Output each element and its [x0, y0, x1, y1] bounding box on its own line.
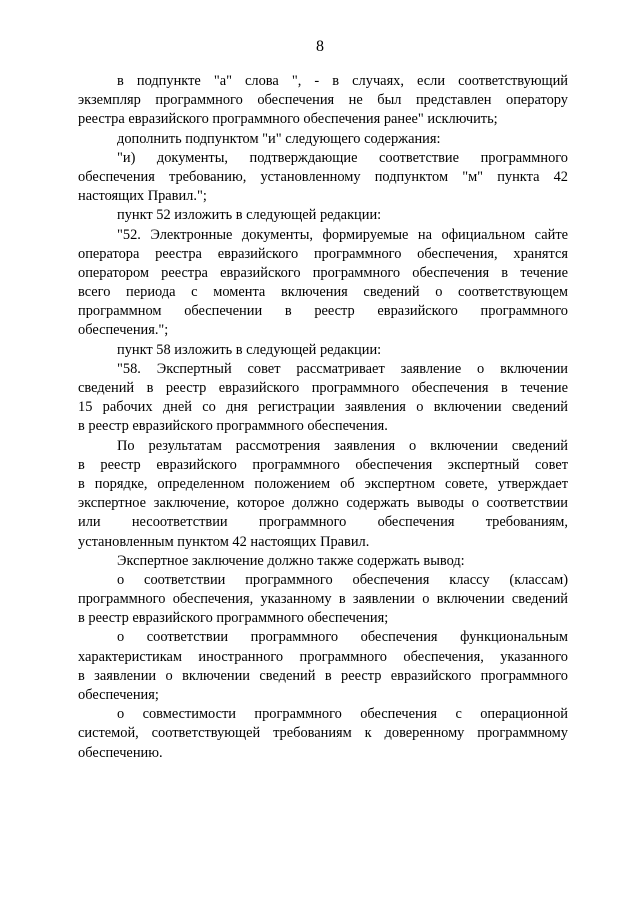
text-line: или несоответствии программного обеспечения требованиям, — [78, 514, 568, 531]
text-line: реестра евразийского программного обеспечения ранее" исключить; — [78, 111, 498, 128]
text-line: экспертное заключение, которое должно содержать выводы о соответствии — [78, 495, 568, 512]
text-line: "58. Экспертный совет рассматривает заявление о включении — [117, 360, 568, 377]
text-line: обеспечению. — [78, 744, 163, 761]
text-line: в порядке, определенном положением об экспертном совете, утверждает — [78, 475, 568, 492]
text-line: оператора реестра евразийского программного обеспечения, хранятся — [78, 245, 568, 262]
page-number: 8 — [316, 38, 324, 55]
text-line: в реестр евразийского программного обеспечения. — [78, 418, 388, 435]
text-line: установленным пунктом 42 настоящих Правил. — [78, 533, 370, 550]
text-line: в подпункте "а" слова ", - в случаях, если соответствующий — [117, 73, 568, 89]
text-line: обеспечения; — [78, 687, 159, 703]
text-line: о совместимости программного обеспечения с операционной — [117, 706, 568, 723]
text-line: "и) документы, подтверждающие соответствие программного — [117, 149, 568, 166]
text-line: о соответствии программного обеспечения классу (классам) — [117, 571, 568, 588]
text-line: в реестр евразийского программного обеспечения; — [78, 610, 389, 627]
text-line: обеспечения."; — [78, 322, 169, 339]
text-line: сведений в реестр евразийского программного обеспечения в течение — [78, 380, 568, 396]
document-body — [78, 72, 568, 763]
text-line: всего периода с момента включения сведений о соответствующем — [78, 284, 568, 301]
text-line: обеспечения требованию, установленному подпунктом "м" пункта 42 — [78, 168, 568, 185]
text-line: экземпляр программного обеспечения не был представлен оператору — [78, 92, 568, 109]
text-line: программном обеспечении в реестр евразийского программного — [78, 303, 568, 320]
text-line: 15 рабочих дней со дня регистрации заявления о включении сведений — [78, 399, 568, 416]
text-line: оператором реестра евразийского программного обеспечения в течение — [78, 264, 568, 281]
text-line: Экспертное заключение должно также содержать вывод: — [117, 552, 465, 569]
text-line: о соответствии программного обеспечения функциональным — [117, 629, 568, 646]
text-line: характеристикам иностранного программного обеспечения, указанного — [78, 648, 568, 665]
text-line: дополнить подпунктом "и" следующего содержания: — [117, 130, 441, 147]
text-line: По результатам рассмотрения заявления о включении сведений — [117, 437, 568, 454]
text-line: в реестр евразийского программного обеспечения экспертный совет — [78, 456, 568, 473]
text-line: программного обеспечения, указанному в заявлении о включении сведений — [78, 591, 568, 608]
text-line: системой, соответствующей требованиям к доверенному программному — [78, 725, 568, 742]
text-line: "52. Электронные документы, формируемые на официальном сайте — [117, 226, 568, 243]
text-line: пункт 58 изложить в следующей редакции: — [117, 341, 382, 358]
text-line: настоящих Правил."; — [78, 188, 207, 205]
text-line: пункт 52 изложить в следующей редакции: — [117, 207, 382, 224]
text-line: в заявлении о включении сведений в реестр евразийского программного — [78, 667, 568, 684]
